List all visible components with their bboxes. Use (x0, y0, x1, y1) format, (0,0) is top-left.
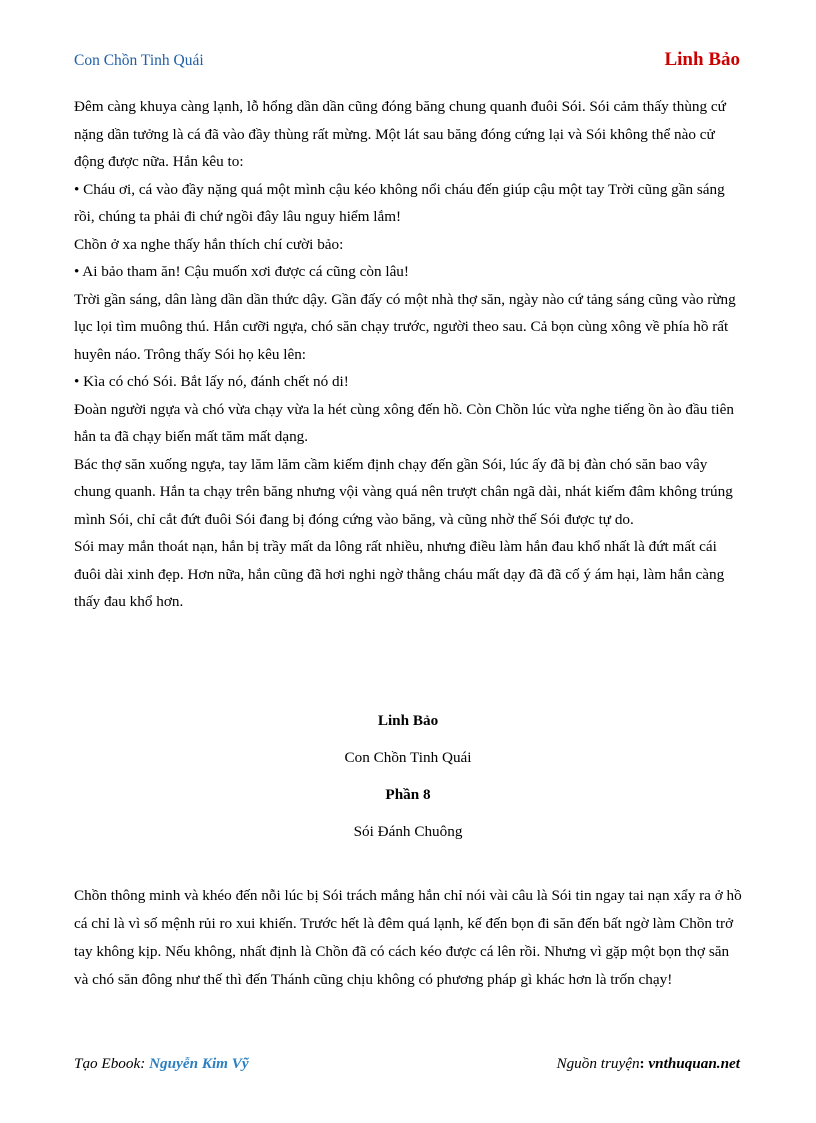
chapter-part: Phần 8 (385, 786, 431, 803)
paragraph: • Cháu ơi, cá vào đầy nặng quá một mình cậu kéo không nổi cháu đến giúp cậu một tay Trời cũng gần sáng rồi, chúng ta phải đi chứ ngồi đây lâu nguy hiểm lắm! (74, 180, 725, 225)
chapter-title: Sói Đánh Chuông (353, 823, 463, 840)
paragraph: Sói may mắn thoát nạn, hắn bị trầy mất da lông rất nhiều, nhưng điều làm hắn đau khổ nhất là đứt mất cái đuôi dài xinh đẹp. Hơn nữa, hắn cũng đã hơi nghi ngờ thằng cháu mất dạy đã đã cố ý ám hại, làm hắn càng thấy đau khổ hơn. (74, 538, 725, 610)
story-body (74, 93, 746, 616)
paragraph: Bác thợ săn xuống ngựa, tay lăm lăm cầm kiếm định chạy đến gần Sói, lúc ấy đã bị đàn chó săn bao vây chung quanh. Hắn ta chạy trên băng nhưng vội vàng quá nên trượt chân ngã dài, nhát kiếm đâm không trúng mình Sói, chỉ cắt đứt đuôi Sói đang bị đóng cứng vào băng, và cũng nhờ thế Sói được tự do. (74, 455, 733, 528)
chapter-author: Linh Bảo (377, 712, 439, 729)
footer-source-site[interactable]: vnthuquan.net (648, 1055, 740, 1072)
paragraph: • Ai bảo tham ăn! Cậu muốn xơi được cá cũng còn lâu! (74, 263, 409, 280)
paragraph: Chồn ở xa nghe thấy hắn thích chí cười bảo: (74, 235, 344, 253)
paragraph: Đoàn người ngựa và chó vừa chạy vừa la hét cùng xông đến hồ. Còn Chồn lúc vừa nghe tiếng ồn ào đầu tiên hắn ta đã chạy biến mất tăm mất dạng. (74, 400, 734, 445)
paragraph: Đêm càng khuya càng lạnh, lỗ hổng dần dần cũng đóng băng chung quanh đuôi Sói. Sói cảm thấy thùng cứ nặng dần tưởng là cá đã vào đầy thùng rất mừng. Một lát sau băng đóng cứng lại và Sói không thể nào cử động được nữa. Hắn kêu to: (74, 98, 726, 170)
footer-source-credit: Nguồn truyện: vnthuquan.net (556, 1055, 740, 1072)
header-author: Linh Bảo (664, 49, 740, 70)
chapter-book-title: Con Chồn Tinh Quái (344, 749, 472, 766)
footer-ebook-credit: Tạo Ebook: Nguyễn Kim Vỹ (74, 1055, 249, 1072)
footer-source-label: Nguồn truyện (556, 1055, 640, 1072)
footer-ebook-label: Tạo Ebook (74, 1055, 141, 1072)
header-book-title: Con Chồn Tinh Quái (74, 52, 204, 69)
chapter-body (74, 882, 746, 994)
paragraph: • Kìa có chó Sói. Bắt lấy nó, đánh chết nó di! (74, 373, 349, 390)
footer-ebook-author: Nguyễn Kim Vỹ (149, 1055, 249, 1072)
paragraph: Chồn thông minh và khéo đến nỗi lúc bị Sói trách mắng hắn chỉ nói vài câu là Sói tin ngay tai nạn xẩy ra ở hồ cá chỉ là vì số mệnh rủi ro xui khiến. Trước hết là đêm quá lạnh, kế đến bọn đi săn đến bất ngờ làm Chồn trở tay không kịp. Nếu không, nhất định là Chồn đã có cách kéo được cá lên rồi. Nhưng vì gặp một bọn thợ săn và chó săn đông như thế thì đến Thánh cũng chịu không có phương pháp gì khác hơn là trốn chạy! (74, 887, 742, 988)
paragraph: Trời gần sáng, dân làng dần dần thức dậy. Gần đấy có một nhà thợ săn, ngày nào cứ tảng sáng cũng vào rừng lục lọi tìm muông thú. Hắn cưỡi ngựa, chó săn chạy trước, người theo sau. Cả bọn cùng xông về phía hồ rất huyên náo. Trông thấy Sói họ kêu lên: (74, 290, 736, 363)
